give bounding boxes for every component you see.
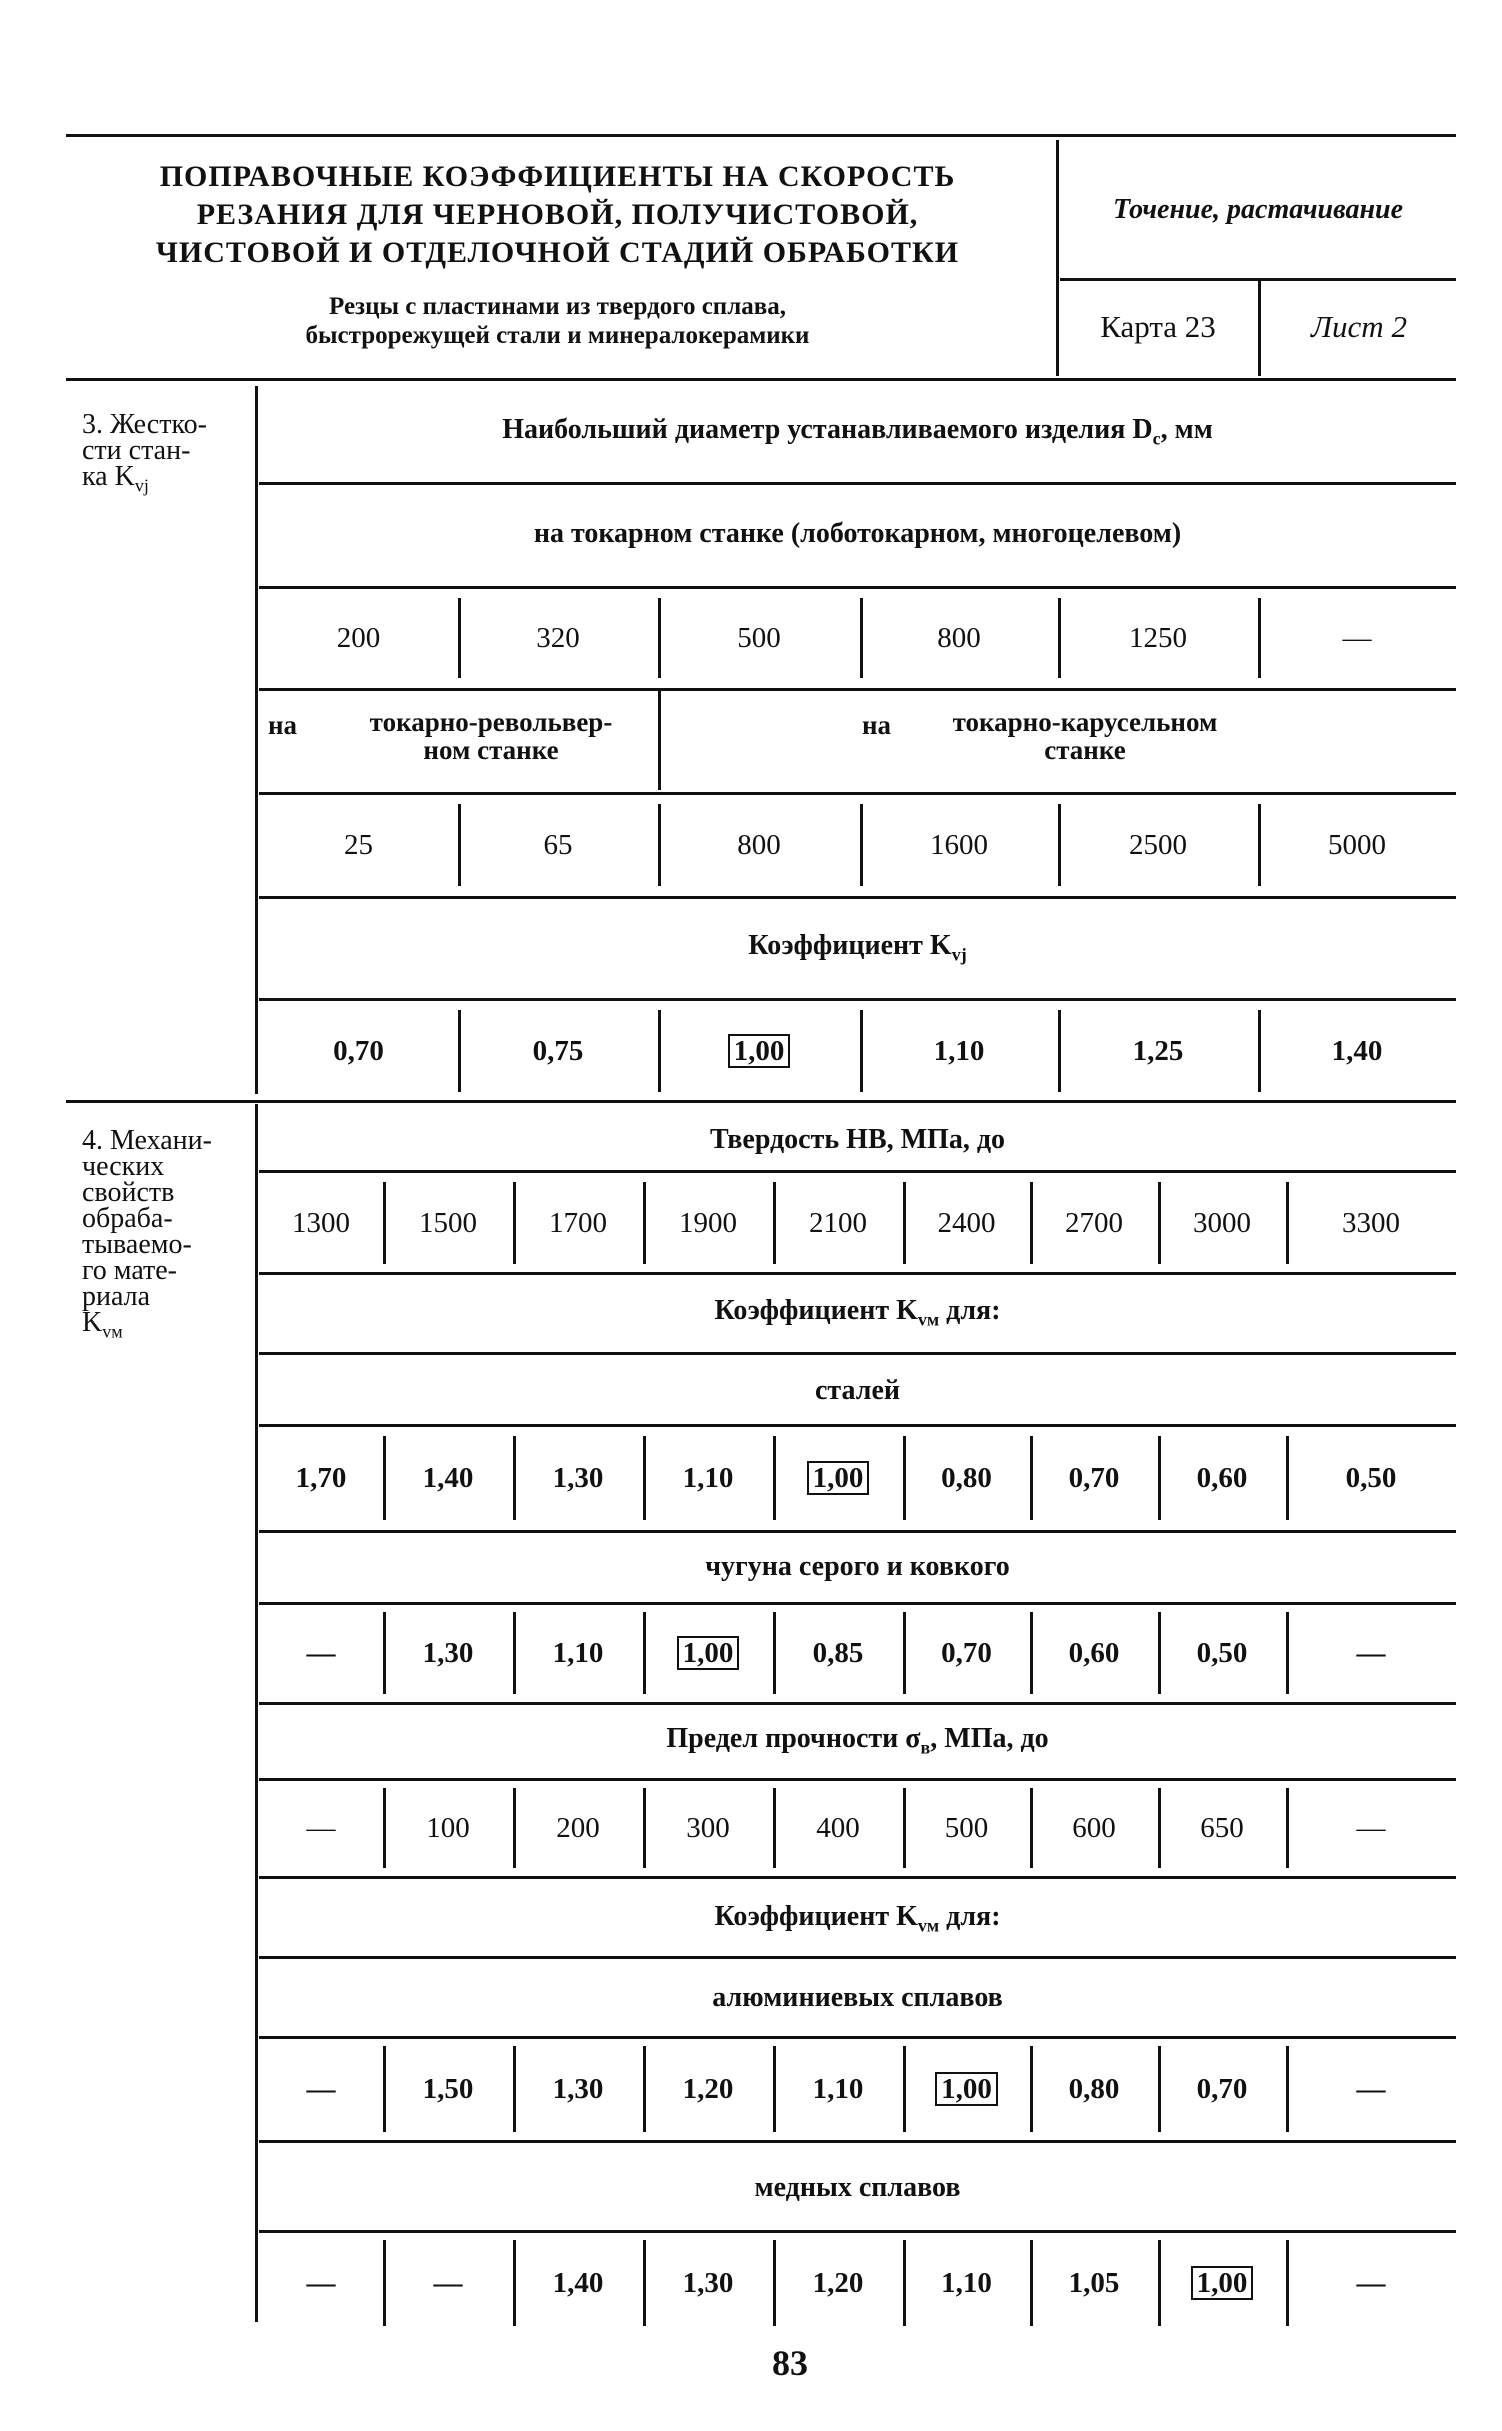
copper-cell: 1,40 [552,2266,604,2299]
cell-divider [903,2240,906,2326]
hardness-cell: 3300 [1342,1206,1400,1239]
cell-divider [643,1788,646,1868]
cell-divider [643,1436,646,1520]
lathe-cell: 500 [737,621,781,654]
cell-divider [658,804,661,886]
machine-cell: 1600 [930,828,988,861]
section-divider-rule [66,1100,1456,1103]
s3coef-cell: 1,25 [1132,1034,1184,1067]
card-sheet-divider [1258,280,1261,376]
rule-s4-1 [259,1170,1456,1173]
cell-divider [1158,2240,1161,2326]
cell-divider [860,598,863,678]
cell-divider [658,598,661,678]
cell-divider [383,2046,386,2132]
s3coef-cell: 0,70 [333,1034,384,1067]
lathe-cell: 1250 [1129,621,1187,654]
strength-cell: 300 [686,1811,730,1844]
rule-s3-5 [259,896,1456,899]
cell-divider [383,1612,386,1694]
card-number: Карта 23 [1100,309,1216,344]
cell-divider [513,1612,516,1694]
lathe-cell: — [1342,621,1372,654]
lathe-cell: 320 [536,621,580,654]
cell-divider [1286,1612,1289,1694]
copper-cell: — [433,2266,463,2299]
header-divider [1056,140,1059,376]
cell-divider [1258,804,1261,886]
hardness-cell: 1500 [419,1206,477,1239]
rule-s3-3 [259,688,1456,691]
machine-cell: 65 [543,828,573,861]
cell-divider [773,1612,776,1694]
page-subtitle: Резцы с пластинами из твердого сплава, быстрорежущей стали и минералокерамики [305,293,810,349]
castiron-cell: 0,60 [1068,1636,1120,1669]
steel-cell: 0,60 [1196,1461,1248,1494]
carousel-prefix: на [862,710,892,740]
rule-s4-7 [259,1702,1456,1705]
strength-cell: 600 [1072,1811,1116,1844]
cell-divider [1158,1612,1161,1694]
cell-divider [513,1436,516,1520]
castiron-cell: 0,85 [812,1636,864,1669]
cell-divider [903,1436,906,1520]
cell-divider [773,1182,776,1264]
cell-divider [513,2240,516,2326]
cell-divider [643,1182,646,1264]
turret-divider [658,690,661,790]
rule-s3-4 [259,792,1456,795]
cell-divider [383,2240,386,2326]
hardness-cell: 3000 [1193,1206,1251,1239]
aluminum-cell: — [1356,2072,1386,2105]
copper-cell: 1,05 [1068,2266,1120,2299]
cell-divider [1286,2046,1289,2132]
castiron-cell: — [1356,1636,1386,1669]
cell-divider [383,1436,386,1520]
machine-cell: 25 [344,828,373,861]
cell-divider [903,1612,906,1694]
rule-s3-2 [259,586,1456,589]
section4-coef-header: Коэффициент $K_{vм}$ для: [714,1295,1001,1330]
aluminum-cell: 0,80 [1068,2072,1120,2105]
section3-coef-header: Коэффициент $K_{vj}$ [748,930,967,965]
copper-cell: 1,00 [1158,2234,1286,2332]
rule-s4-11 [259,2036,1456,2039]
cell-divider [1286,1788,1289,1868]
hardness-header: Твердость НВ, МПа, до [709,1124,1005,1155]
machine-cell: 2500 [1129,828,1187,861]
cell-divider [773,2240,776,2326]
cell-divider [1286,1436,1289,1520]
lathe-cell: 200 [336,621,381,654]
header-bottom-rule [66,378,1456,381]
rule-s4-5 [259,1530,1456,1533]
machine-cell: 5000 [1328,828,1386,861]
cell-divider [1030,2046,1033,2132]
cell-divider [1158,2046,1161,2132]
strength-cell: — [1356,1811,1386,1844]
cell-divider [643,2240,646,2326]
cell-divider [643,2046,646,2132]
cell-divider [513,2046,516,2132]
rule-s4-12 [259,2140,1456,2143]
hardness-cell: 2400 [937,1206,996,1239]
cast-iron-label: чугуна серого и ковкого [705,1551,1010,1582]
cell-divider [383,1788,386,1868]
max-diameter-header: Наибольший диаметр устанавливаемого изделия $D_с$, мм [502,414,1213,449]
section4-label: 4. Механи- ческих свойств обраба- тываемо- го мате- риала $K_{vм}$ [82,1125,212,1342]
cell-divider [1158,1182,1161,1264]
s3coef-cell: 0,75 [532,1034,584,1067]
carousel-lathe-label: токарно-карусельном станке [952,707,1218,765]
aluminum-label: алюминиевых сплавов [712,1982,1003,2013]
top-rule [66,134,1456,137]
steel-label: сталей [814,1375,901,1406]
cell-divider [1158,1436,1161,1520]
aluminum-cell: 1,50 [422,2072,474,2105]
hardness-cell: 2100 [809,1206,867,1239]
cell-divider [513,1182,516,1264]
turret-prefix: на [268,710,298,740]
rule-s4-9 [259,1876,1456,1879]
strength-cell: 650 [1200,1811,1244,1844]
cell-divider [1030,1436,1033,1520]
rule-s4-3 [259,1352,1456,1355]
steel-cell: 1,30 [552,1461,604,1494]
cell-divider [458,804,461,886]
cell-divider [903,1182,906,1264]
cell-divider [1030,1182,1033,1264]
strength-header: Предел прочности $\sigma_в$, МПа, до [666,1723,1049,1758]
copper-cell: — [306,2266,336,2299]
cell-divider [658,1010,661,1092]
strength-cell: 100 [426,1811,470,1844]
steel-cell: 0,50 [1345,1461,1397,1494]
s3coef-cell: 1,10 [933,1034,985,1067]
s3coef-cell: 1,40 [1331,1034,1383,1067]
strength-cell: — [306,1811,336,1844]
cell-divider [1258,1010,1261,1092]
aluminum-cell: 1,30 [552,2072,604,2105]
castiron-cell: 0,50 [1196,1636,1248,1669]
steel-cell: 1,00 [773,1430,903,1526]
castiron-cell: 1,10 [552,1636,604,1669]
cell-divider [1058,804,1061,886]
cell-divider [903,2046,906,2132]
cell-divider [1030,1612,1033,1694]
sheet-number: Лист 2 [1311,309,1407,344]
castiron-cell: — [306,1636,336,1669]
rule-s4-10 [259,1956,1456,1959]
cell-divider [1258,598,1261,678]
copper-label: медных сплавов [754,2172,961,2203]
castiron-cell: 1,30 [422,1636,474,1669]
rule-s4-13 [259,2230,1456,2233]
cell-divider [773,1436,776,1520]
steel-cell: 0,80 [941,1461,992,1494]
page-number: 83 [772,2343,808,2383]
section3-label: 3. Жестко- сти стан- ка $K_{vj}$ [82,409,207,496]
lathe-header: на токарном станке (лоботокарном, многоцелевом) [533,518,1182,549]
hardness-cell: 2700 [1065,1206,1123,1239]
strength-cell: 400 [816,1811,860,1844]
rule-s4-2 [259,1272,1456,1275]
steel-cell: 1,10 [682,1461,734,1494]
copper-cell: — [1356,2266,1386,2299]
turret-lathe-label: токарно-револьвер- ном станке [369,707,613,765]
aluminum-cell: 1,00 [903,2040,1030,2138]
rule-s4-6 [259,1602,1456,1605]
hardness-cell: 1300 [292,1206,350,1239]
rule-s4-4 [259,1424,1456,1427]
cell-divider [1058,1010,1061,1092]
strength-cell: 200 [556,1811,600,1844]
copper-cell: 1,30 [682,2266,734,2299]
rule-s3-1 [259,482,1456,485]
cell-divider [773,2046,776,2132]
aluminum-cell: 0,70 [1196,2072,1248,2105]
aluminum-cell: 1,10 [812,2072,864,2105]
copper-cell: 1,20 [812,2266,864,2299]
cell-divider [1286,2240,1289,2326]
cell-divider [1030,1788,1033,1868]
copper-cell: 1,10 [941,2266,992,2299]
cell-divider [1286,1182,1289,1264]
lathe-cell: 800 [937,621,981,654]
machine-cell: 800 [737,828,781,861]
rule-s4-8 [259,1778,1456,1781]
operation-label: Точение, растачивание [1112,194,1403,225]
rule-s3-6 [259,998,1456,1001]
steel-cell: 0,70 [1068,1461,1120,1494]
cell-divider [773,1788,776,1868]
cell-divider [458,598,461,678]
castiron-cell: 1,00 [643,1606,773,1700]
cell-divider [1158,1788,1161,1868]
cell-divider [383,1182,386,1264]
section4-coef2-header: Коэффициент $K_{vм}$ для: [714,1901,1001,1936]
hardness-cell: 1700 [549,1206,607,1239]
cell-divider [1030,2240,1033,2326]
strength-cell: 500 [944,1811,989,1844]
cell-divider [860,1010,863,1092]
cell-divider [458,1010,461,1092]
cell-divider [1058,598,1061,678]
page-title: ПОПРАВОЧНЫЕ КОЭФФИЦИЕНТЫ НА СКОРОСТЬ РЕЗАНИЯ ДЛЯ ЧЕРНОВОЙ, ПОЛУЧИСТОВОЙ, ЧИСТОВОЙ И ОТДЕЛОЧНОЙ СТАДИЙ ОБРАБОТКИ [155,160,960,269]
cell-divider [860,804,863,886]
steel-cell: 1,70 [295,1461,347,1494]
s3coef-cell: 1,00 [658,1004,860,1098]
cell-divider [903,1788,906,1868]
cell-divider [643,1612,646,1694]
hardness-cell: 1900 [679,1206,737,1239]
aluminum-cell: 1,20 [682,2072,734,2105]
steel-cell: 1,40 [422,1461,474,1494]
cell-divider [513,1788,516,1868]
aluminum-cell: — [306,2072,336,2105]
castiron-cell: 0,70 [941,1636,992,1669]
